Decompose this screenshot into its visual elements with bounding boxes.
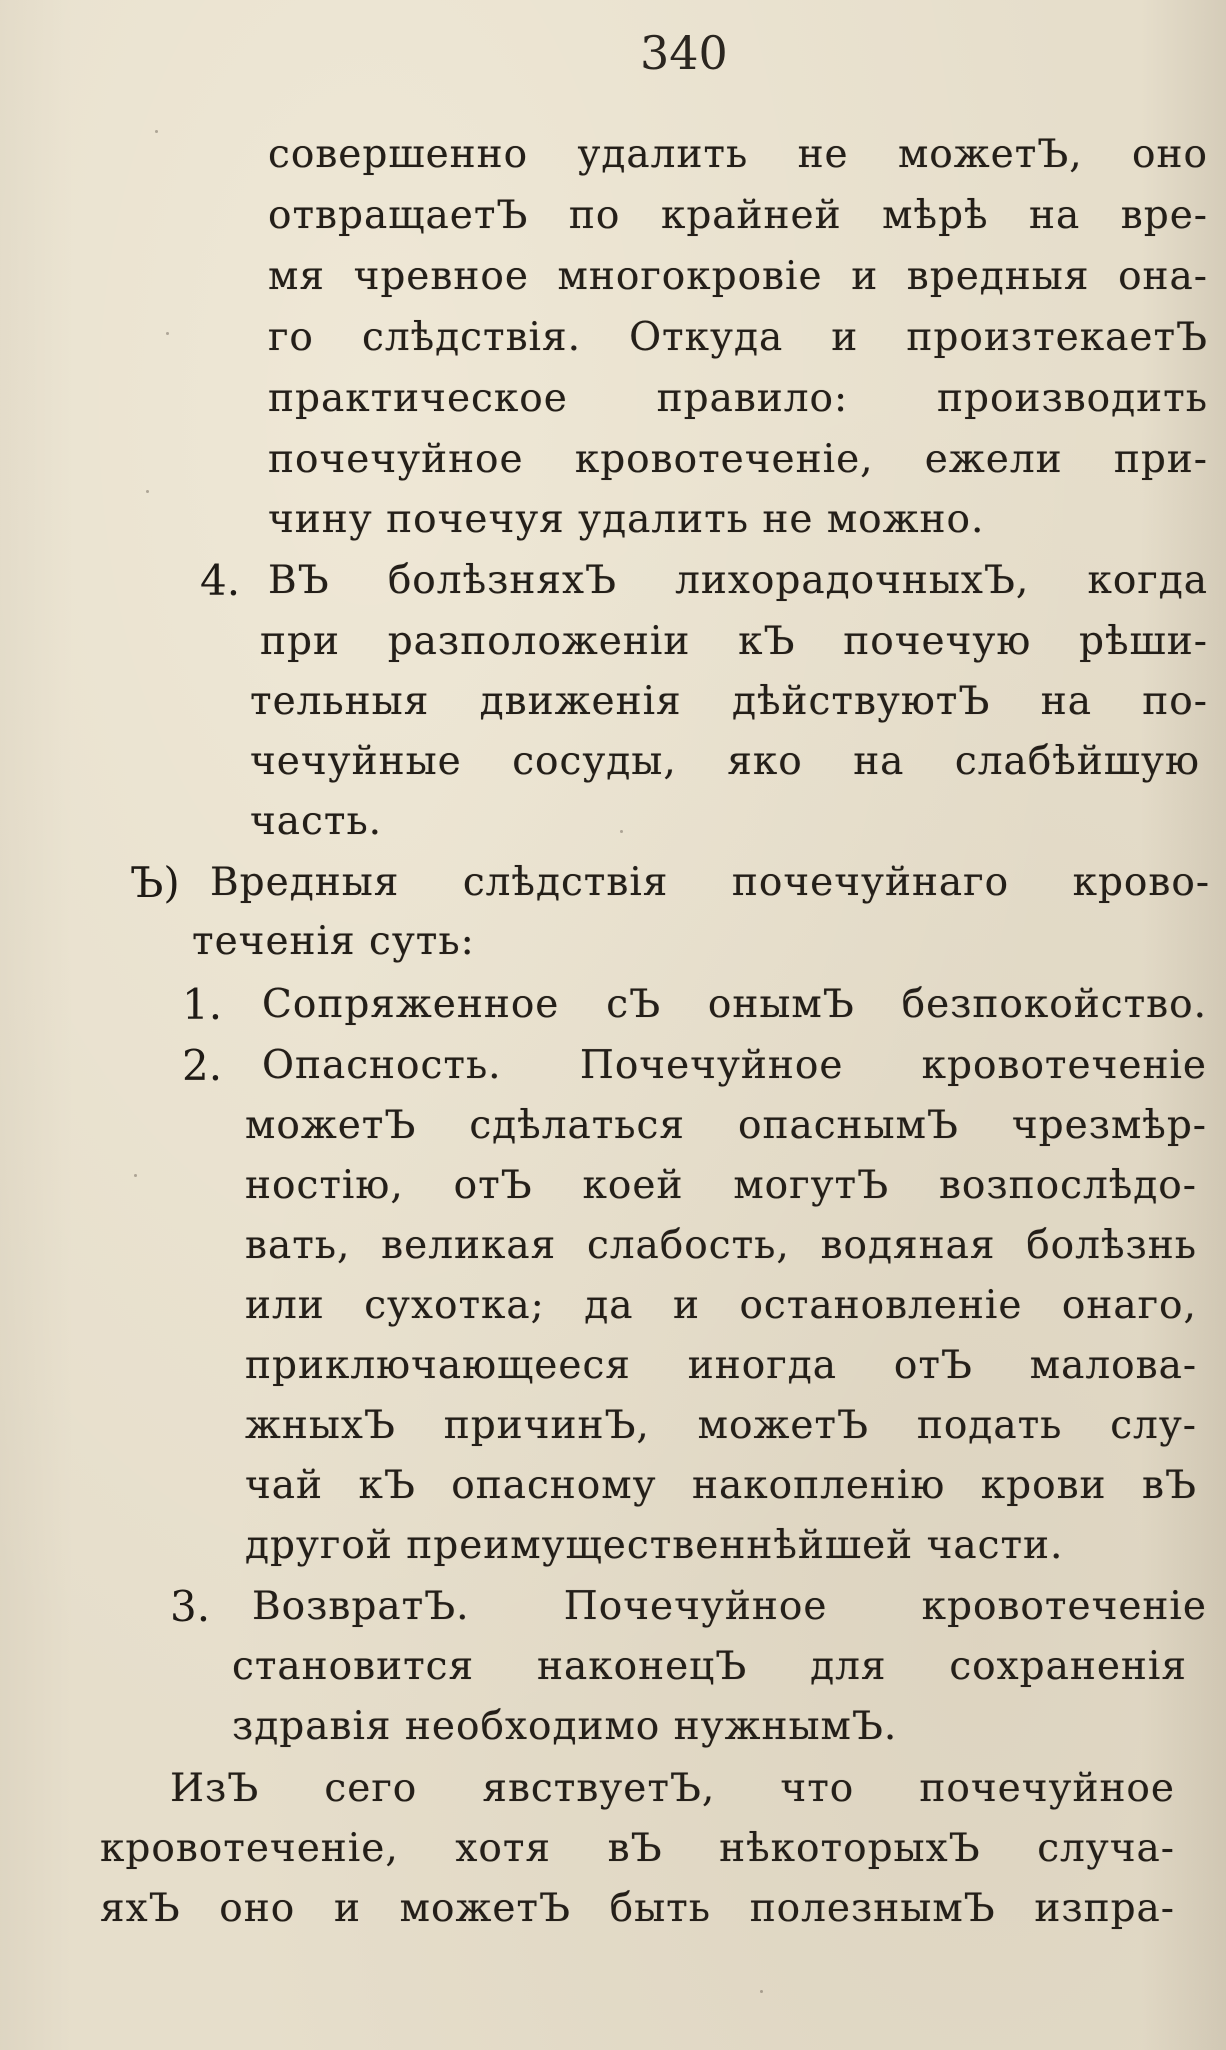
word: она- bbox=[1118, 254, 1208, 299]
word: крови bbox=[980, 1463, 1107, 1508]
word: можетЪ, bbox=[897, 132, 1083, 177]
section-marker: Ъ) bbox=[130, 858, 180, 907]
word: рѣши- bbox=[1079, 619, 1208, 664]
word: совершенно bbox=[268, 132, 529, 177]
word: Почечуйное bbox=[579, 1043, 844, 1088]
word: почечуйное bbox=[268, 437, 524, 482]
word: опаснымЪ bbox=[737, 1103, 959, 1148]
word: го bbox=[268, 315, 314, 360]
text-line bbox=[245, 1103, 1207, 1148]
word: онаго, bbox=[1061, 1283, 1197, 1328]
word: тельныя bbox=[250, 679, 430, 724]
text-line bbox=[262, 982, 1207, 1027]
word: ИзЪ bbox=[170, 1766, 260, 1811]
text-line bbox=[252, 1584, 1207, 1629]
word: могутЪ bbox=[733, 1163, 890, 1208]
word: произтекаетЪ bbox=[906, 315, 1208, 360]
list-marker: 1. bbox=[182, 980, 223, 1029]
text-line bbox=[268, 558, 1208, 603]
word: вать, bbox=[245, 1223, 351, 1268]
text-line bbox=[268, 315, 1208, 360]
paper-speck bbox=[134, 1174, 137, 1177]
word: что bbox=[780, 1766, 855, 1811]
text-line bbox=[245, 1223, 1197, 1268]
word: крово- bbox=[1072, 860, 1210, 905]
word: возпослѣдо- bbox=[938, 1163, 1197, 1208]
text-line bbox=[245, 1283, 1197, 1328]
word: Опасность. bbox=[262, 1043, 502, 1088]
word: лихорадочныхЪ, bbox=[675, 558, 1030, 603]
word: можетЪ bbox=[245, 1103, 417, 1148]
word: водяная bbox=[820, 1223, 996, 1268]
text-line bbox=[260, 619, 1208, 664]
list-marker: 2. bbox=[182, 1041, 223, 1090]
text-line bbox=[268, 132, 1208, 177]
word: великая bbox=[381, 1223, 557, 1268]
word: сухотка; bbox=[364, 1283, 545, 1328]
word: слѣдствія. bbox=[362, 315, 581, 360]
word: кровотеченіе, bbox=[574, 437, 874, 482]
word: правило: bbox=[656, 376, 849, 421]
list-marker: 3. bbox=[170, 1582, 211, 1631]
word: приключающееся bbox=[245, 1343, 631, 1388]
word: по- bbox=[1142, 679, 1208, 724]
paper-speck bbox=[146, 490, 149, 493]
text-line bbox=[232, 1644, 1187, 1689]
word: можетЪ bbox=[399, 1886, 571, 1931]
word: вредныя bbox=[906, 254, 1090, 299]
word: кЪ bbox=[738, 619, 796, 664]
word: сосуды, bbox=[512, 739, 677, 784]
word: чрезмѣр- bbox=[1011, 1103, 1207, 1148]
word: вЪ bbox=[1141, 1463, 1197, 1508]
word: кровотеченіе bbox=[921, 1584, 1207, 1629]
word: дѣйствуютЪ bbox=[732, 679, 991, 724]
page-number: 340 bbox=[640, 26, 728, 80]
text-line bbox=[210, 860, 1210, 905]
word: мя bbox=[268, 254, 325, 299]
word: почечуйное bbox=[919, 1766, 1175, 1811]
word: по bbox=[568, 193, 621, 238]
word: наконецЪ bbox=[536, 1644, 748, 1689]
word: безпокойство. bbox=[901, 982, 1207, 1027]
word: накопленію bbox=[691, 1463, 946, 1508]
word: слу- bbox=[1110, 1403, 1197, 1448]
word: движенія bbox=[479, 679, 682, 724]
word: кЪ bbox=[358, 1463, 416, 1508]
list-marker: 4. bbox=[200, 556, 241, 605]
word: ВЪ bbox=[268, 558, 330, 603]
paper-speck bbox=[620, 830, 623, 833]
word: явствуетЪ, bbox=[482, 1766, 716, 1811]
word: Откуда bbox=[629, 315, 784, 360]
word: вре- bbox=[1120, 193, 1208, 238]
word: Сопряженное bbox=[262, 982, 560, 1027]
word: кровотеченіе, bbox=[100, 1826, 399, 1871]
text-line bbox=[245, 1403, 1197, 1448]
text-line: часть. bbox=[250, 799, 383, 844]
word: остановленіе bbox=[739, 1283, 1023, 1328]
word: отЪ bbox=[893, 1343, 973, 1388]
word: или bbox=[245, 1283, 325, 1328]
text-line bbox=[170, 1766, 1175, 1811]
text-line bbox=[100, 1826, 1175, 1871]
word: опасному bbox=[451, 1463, 657, 1508]
text-line: теченія суть: bbox=[192, 919, 475, 964]
word: яко bbox=[727, 739, 803, 784]
text-line bbox=[245, 1343, 1197, 1388]
word: слабѣйшую bbox=[954, 739, 1200, 784]
word: Почечуйное bbox=[563, 1584, 828, 1629]
word: сдѣлаться bbox=[469, 1103, 685, 1148]
word: почечую bbox=[843, 619, 1032, 664]
word: на bbox=[1040, 679, 1092, 724]
word: оно bbox=[219, 1886, 296, 1931]
word: нѣкоторыхЪ bbox=[719, 1826, 981, 1871]
word: и bbox=[851, 254, 879, 299]
text-line bbox=[100, 1886, 1175, 1931]
word: сЪ bbox=[606, 982, 662, 1027]
word: становится bbox=[232, 1644, 475, 1689]
paper-speck bbox=[155, 130, 158, 133]
word: изпра- bbox=[1034, 1886, 1175, 1931]
paper-speck bbox=[760, 1990, 763, 1993]
word: на bbox=[1029, 193, 1081, 238]
word: почечуйнаго bbox=[731, 860, 1010, 905]
word: подать bbox=[916, 1403, 1063, 1448]
word: быть bbox=[609, 1886, 711, 1931]
word: многокровіе bbox=[557, 254, 823, 299]
word: отвращаетЪ bbox=[268, 193, 529, 238]
word: чечуйные bbox=[250, 739, 462, 784]
text-line bbox=[268, 437, 1208, 482]
word: можетЪ bbox=[697, 1403, 869, 1448]
text-line: чину почечуя удалить не можно. bbox=[268, 497, 985, 542]
text-line: другой преимущественнѣйшей части. bbox=[245, 1523, 1064, 1568]
word: при- bbox=[1113, 437, 1208, 482]
word: кровотеченіе bbox=[921, 1043, 1207, 1088]
word: болѣзнь bbox=[1026, 1223, 1197, 1268]
word: болѣзняхЪ bbox=[387, 558, 617, 603]
word: ностію, bbox=[245, 1163, 404, 1208]
word: сего bbox=[324, 1766, 418, 1811]
word: чревное bbox=[353, 254, 529, 299]
word: разположеніи bbox=[387, 619, 691, 664]
text-line bbox=[250, 739, 1200, 784]
word: для bbox=[810, 1644, 887, 1689]
text-line bbox=[250, 679, 1208, 724]
word: при bbox=[260, 619, 340, 664]
word: сохраненія bbox=[949, 1644, 1187, 1689]
word: полезнымЪ bbox=[749, 1886, 996, 1931]
word: малова- bbox=[1029, 1343, 1197, 1388]
word: производить bbox=[937, 376, 1208, 421]
word: вЪ bbox=[607, 1826, 663, 1871]
word: не bbox=[797, 132, 849, 177]
text-line bbox=[268, 376, 1208, 421]
word: когда bbox=[1087, 558, 1208, 603]
paper-speck bbox=[166, 332, 169, 335]
word: Вредныя bbox=[210, 860, 400, 905]
word: яхЪ bbox=[100, 1886, 181, 1931]
word: онымЪ bbox=[707, 982, 855, 1027]
text-line: здравія необходимо нужнымЪ. bbox=[232, 1704, 898, 1749]
word: причинЪ, bbox=[443, 1403, 650, 1448]
word: да bbox=[584, 1283, 634, 1328]
word: на bbox=[853, 739, 905, 784]
word: слабость, bbox=[586, 1223, 790, 1268]
word: ВозвратЪ. bbox=[252, 1584, 470, 1629]
word: хотя bbox=[455, 1826, 551, 1871]
word: отЪ bbox=[453, 1163, 533, 1208]
word: ежели bbox=[924, 437, 1063, 482]
word: оно bbox=[1132, 132, 1208, 177]
word: коей bbox=[582, 1163, 684, 1208]
text-line bbox=[245, 1463, 1197, 1508]
text-line bbox=[268, 254, 1208, 299]
word: слѣдствія bbox=[462, 860, 669, 905]
word: и bbox=[831, 315, 859, 360]
text-line bbox=[268, 193, 1208, 238]
word: крайней bbox=[660, 193, 842, 238]
word: иногда bbox=[687, 1343, 837, 1388]
word: и bbox=[673, 1283, 700, 1328]
text-line bbox=[262, 1043, 1207, 1088]
word: удалить bbox=[577, 132, 749, 177]
word: жныхЪ bbox=[245, 1403, 396, 1448]
word: мѣрѣ bbox=[882, 193, 989, 238]
word: и bbox=[333, 1886, 361, 1931]
word: практическое bbox=[268, 376, 568, 421]
word: чай bbox=[245, 1463, 324, 1508]
text-line bbox=[245, 1163, 1197, 1208]
word: случа- bbox=[1037, 1826, 1175, 1871]
